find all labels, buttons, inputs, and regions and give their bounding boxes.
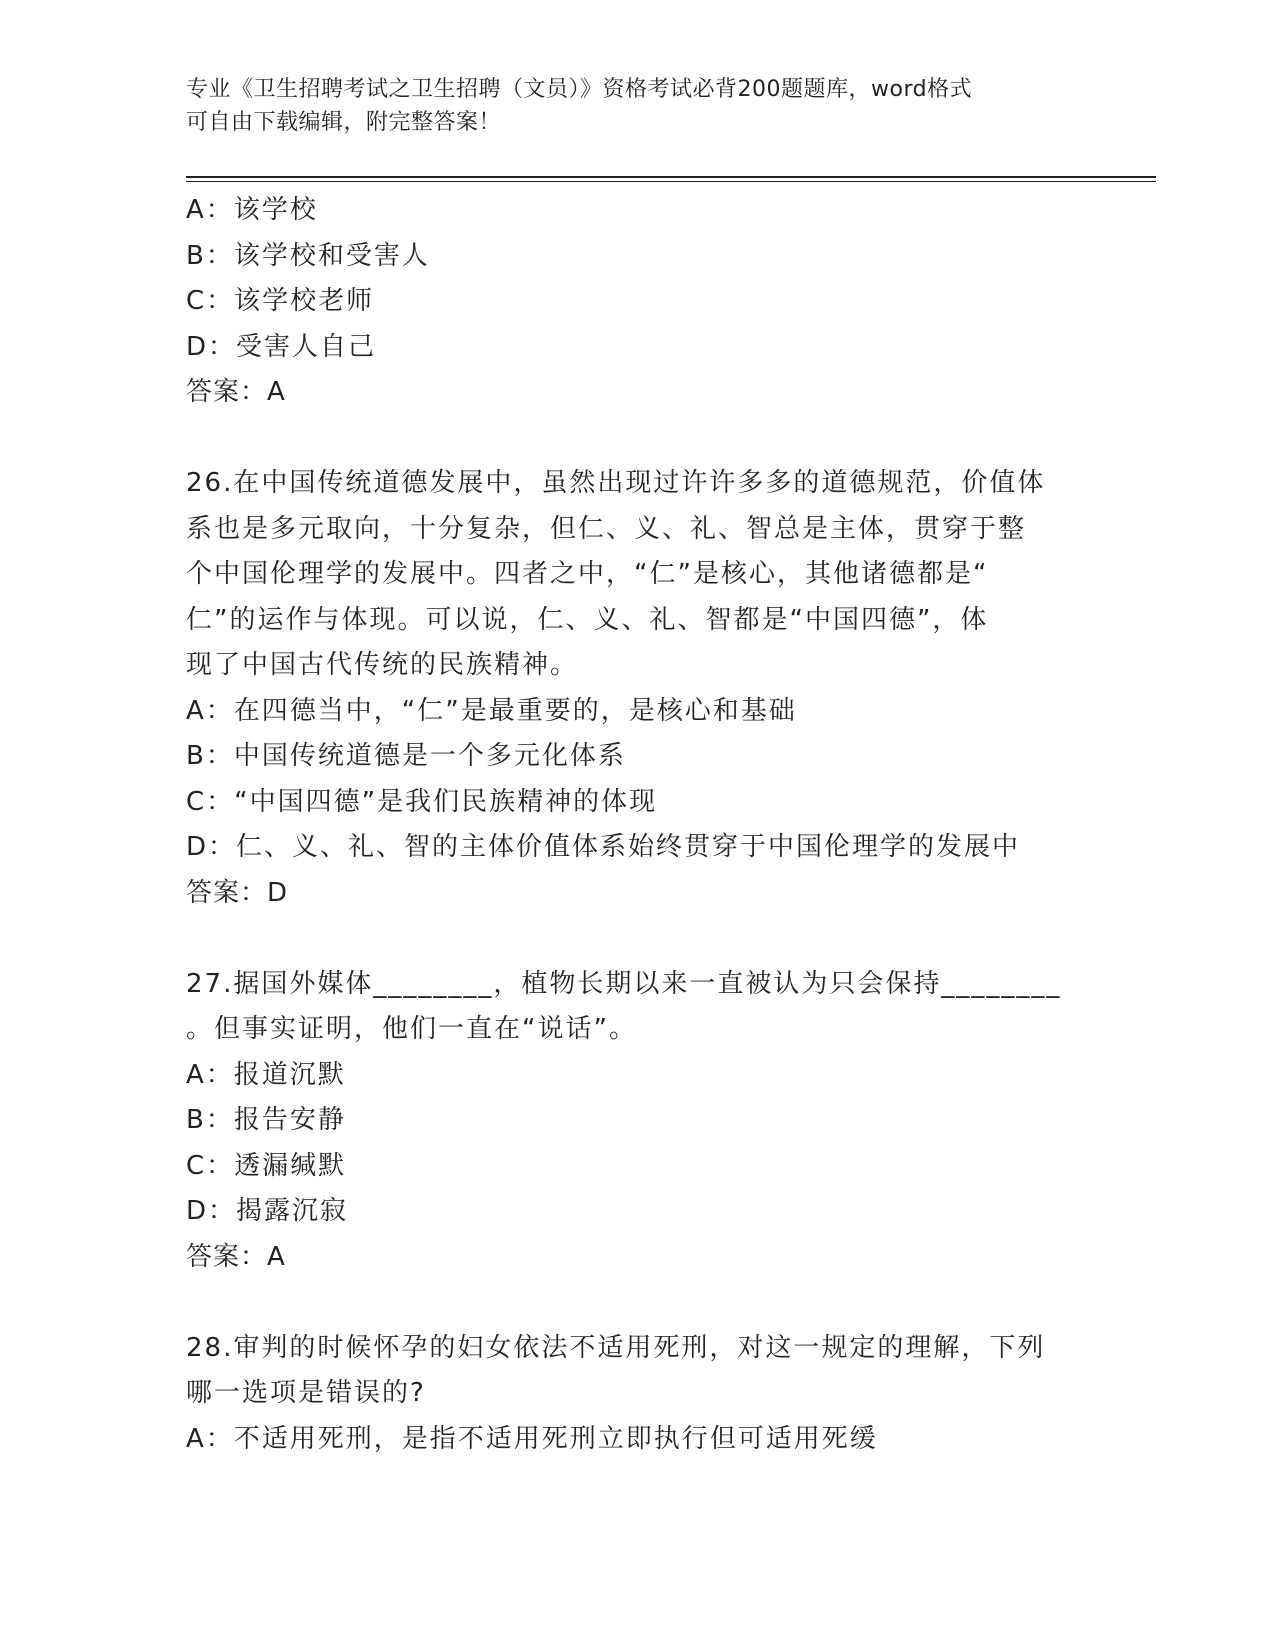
header-title-line-1: 专业《卫生招聘考试之卫生招聘（文员）》资格考试必背200题题库，word格式 xyxy=(186,77,973,102)
option-b: B：该学校和受害人 xyxy=(186,240,430,271)
document-header xyxy=(186,73,1066,139)
answer-line: 答案：A xyxy=(186,1241,286,1272)
question-28 xyxy=(186,1326,1086,1463)
option-c: C：透漏缄默 xyxy=(186,1150,347,1181)
option-b: B：中国传统道德是一个多元化体系 xyxy=(186,741,626,771)
option-c: C：该学校老师 xyxy=(186,286,375,316)
question-text xyxy=(186,461,1086,689)
question-text-line: 个中国伦理学的发展中。四者之中，“仁”是核心，其他诸德都是“ xyxy=(186,559,989,589)
question-text-line: 系也是多元取向，十分复杂，但仁、义、礼、智总是主体，贯穿于整 xyxy=(186,513,1027,544)
option-a: A：报道沉默 xyxy=(186,1059,346,1090)
question-text-line: 26.在中国传统道德发展中，虽然出现过许许多多的道德规范，价值体 xyxy=(186,468,1046,498)
question-text-line: 27.据国外媒体________，植物长期以来一直被认为只会保持________ xyxy=(186,968,1062,999)
answer-line: 答案：D xyxy=(186,877,289,908)
question-27 xyxy=(186,962,1086,1281)
option-d: D：仁、义、礼、智的主体价值体系始终贯穿于中国伦理学的发展中 xyxy=(186,832,1021,862)
question-text-line: 28.审判的时候怀孕的妇女依法不适用死刑，对这一规定的理解，下列 xyxy=(186,1332,1046,1363)
question-spacer xyxy=(186,1280,1086,1326)
question-spacer xyxy=(186,416,1086,462)
option-a: A：不适用死刑，是指不适用死刑立即执行但可适用死缓 xyxy=(186,1423,878,1454)
header-title-line-2: 可自由下载编辑，附完整答案！ xyxy=(186,110,502,135)
header-divider-thin xyxy=(186,181,1156,182)
question-26 xyxy=(186,461,1086,916)
option-b: B：报告安静 xyxy=(186,1105,346,1135)
option-a: A：该学校 xyxy=(186,195,318,225)
option-c: C：“中国四德”是我们民族精神的体现 xyxy=(186,786,658,817)
question-25 xyxy=(186,188,1086,416)
answer-line: 答案：A xyxy=(186,377,286,407)
header-divider-thick xyxy=(186,176,1156,178)
question-text-line: 现了中国古代传统的民族精神。 xyxy=(186,650,579,680)
option-a: A：在四德当中，“仁”是最重要的，是核心和基础 xyxy=(186,695,797,726)
option-d: D：揭露沉寂 xyxy=(186,1196,349,1226)
option-d: D：受害人自己 xyxy=(186,331,377,362)
question-list xyxy=(186,188,1086,1462)
question-text-line: 哪一选项是错误的? xyxy=(186,1378,426,1408)
question-text xyxy=(186,962,1086,1053)
question-text xyxy=(186,1326,1086,1417)
question-spacer xyxy=(186,916,1086,962)
question-text-line: 仁”的运作与体现。可以说，仁、义、礼、智都是“中国四德”，体 xyxy=(186,604,989,635)
question-text-line: 。但事实证明，他们一直在“说话”。 xyxy=(186,1014,637,1044)
